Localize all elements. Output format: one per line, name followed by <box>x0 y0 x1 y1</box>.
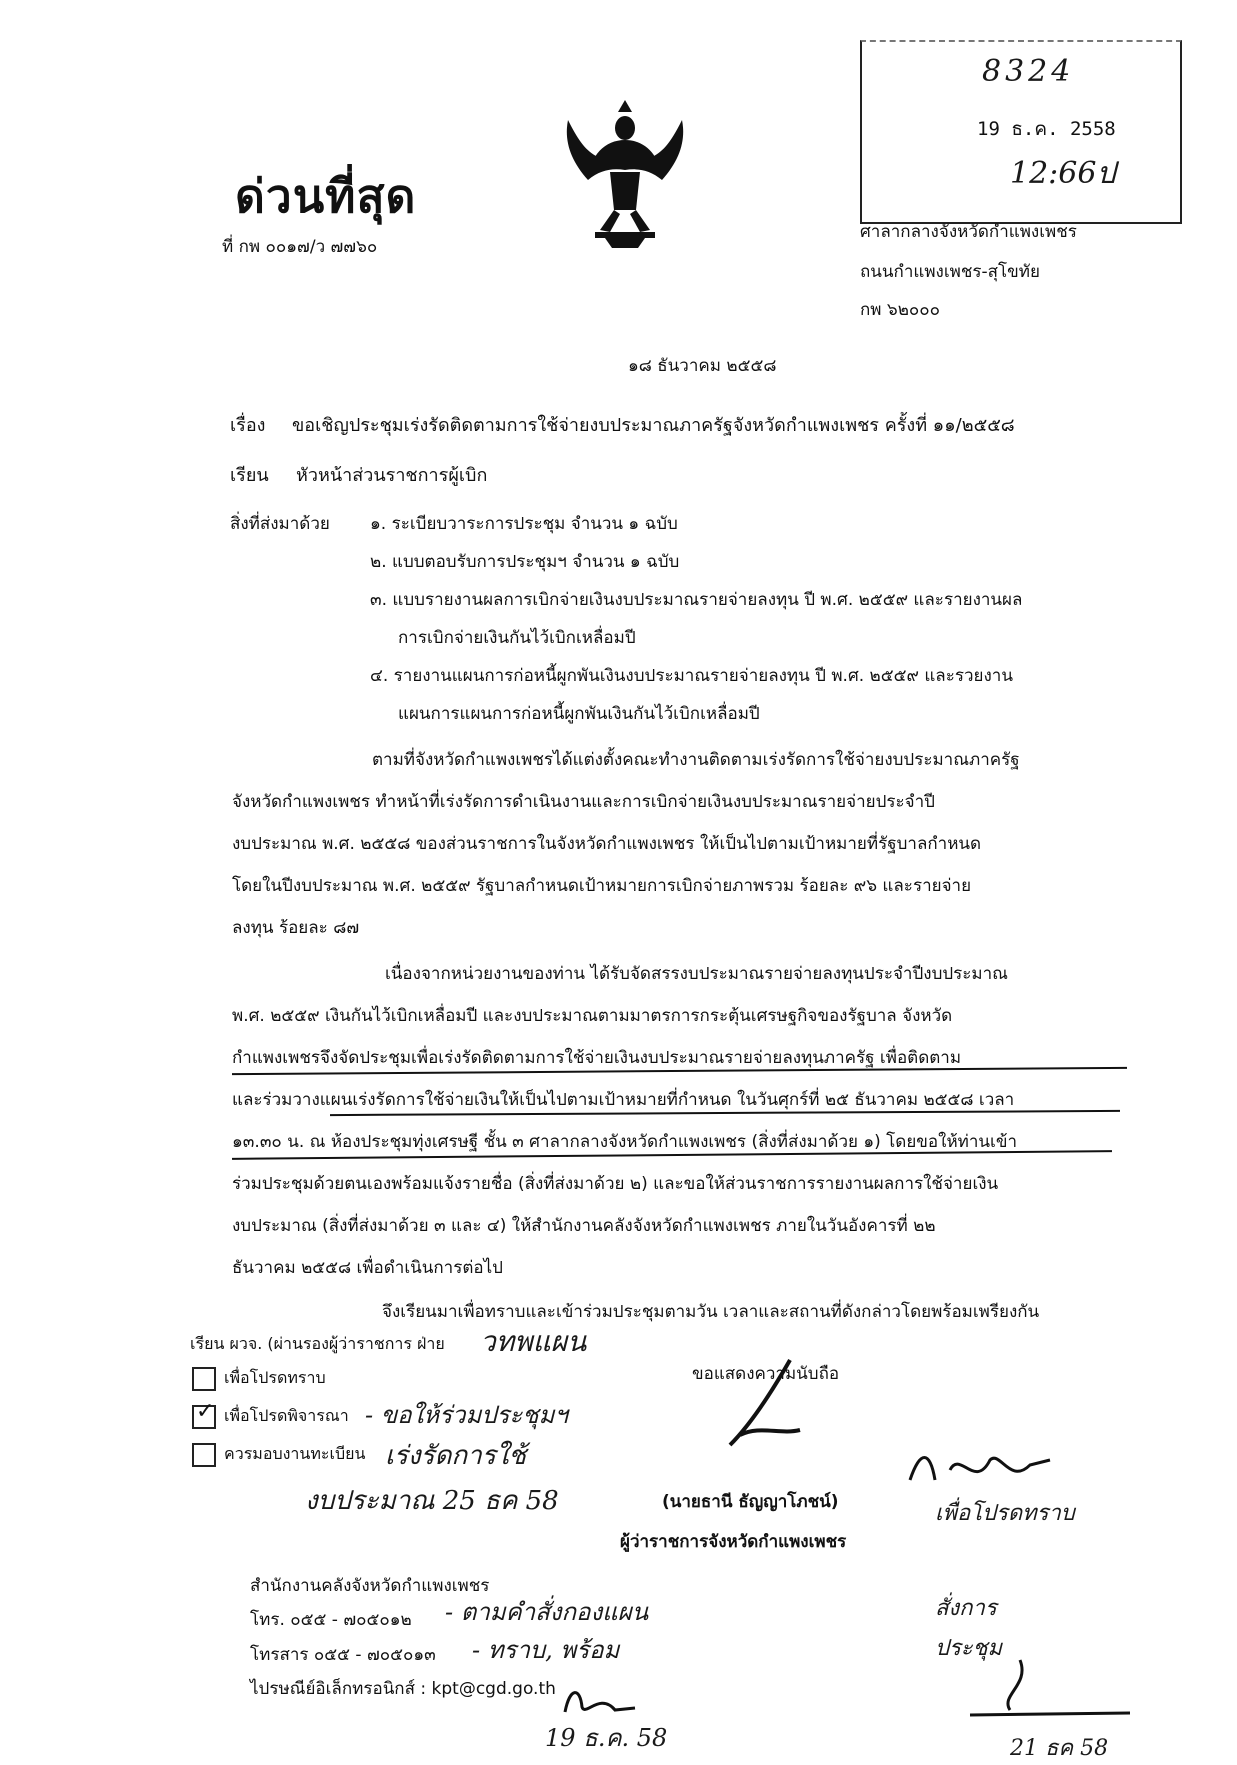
enclosure-item: ๔. รายงานแผนการก่อหนี้ผูกพันเงินงบประมาณรายจ่ายลงทุน ปี พ.ศ. ๒๕๕๙ และรวยงาน <box>370 666 1013 686</box>
para2-line: ร่วมประชุมด้วยตนเองพร้อมแจ้งรายชื่อ (สิ่งที่ส่งมาด้วย ๒) และขอให้ส่วนราชการรายงานผลการใช้จ่ายเงิน <box>232 1174 999 1194</box>
contact-office: สำนักงานคลังจังหวัดกำแพงเพชร <box>250 1576 490 1596</box>
signer-title: ผู้ว่าราชการจังหวัดกำแพงเพชร <box>620 1532 847 1552</box>
garuda-emblem <box>560 100 690 250</box>
letter-date: ๑๘ ธันวาคม ๒๕๕๘ <box>628 356 777 376</box>
urgency-heading: ด่วนที่สุด <box>235 169 417 223</box>
handwritten-right-note: ประชุม <box>935 1636 1003 1661</box>
enclosure-item: ๒. แบบตอบรับการประชุมฯ จำนวน ๑ ฉบับ <box>370 552 680 572</box>
routing-option-label: เพื่อโปรดพิจารณา <box>224 1406 349 1425</box>
handwritten-right-note: เพื่อโปรดทราบ <box>935 1501 1075 1526</box>
para2-line: เนื่องจากหน่วยงานของท่าน ได้รับจัดสรรงบประมาณรายจ่ายลงทุนประจำปีงบประมาณ <box>385 964 1008 984</box>
receipt-stamp <box>860 40 1182 224</box>
signer-name: (นายธานี ธัญญาโภชน์) <box>662 1492 839 1512</box>
handwritten-date: 19 ธ.ค. 58 <box>545 1724 668 1752</box>
handwritten-note: - ทราบ, พร้อม <box>472 1636 620 1664</box>
para2-line-underlined: กำแพงเพชรจึงจัดประชุมเพื่อเร่งรัดติดตามการใช้จ่ายเงินงบประมาณรายจ่ายลงทุนภาครัฐ เพื่อติดตาม <box>232 1048 962 1068</box>
routing-checkbox[interactable]: ✓ <box>192 1405 216 1429</box>
to-label: เรียน <box>230 465 269 486</box>
para2-line: งบประมาณ (สิ่งที่ส่งมาด้วย ๓ และ ๔) ให้สำนักงานคลังจังหวัดกำแพงเพชร ภายในวันอังคารที่ ๒๒ <box>232 1216 936 1236</box>
address-line-3: กพ ๖๒๐๐๐ <box>860 300 941 320</box>
enclosure-label: สิ่งที่ส่งมาด้วย <box>230 514 330 534</box>
para1-line: งบประมาณ พ.ศ. ๒๕๕๘ ของส่วนราชการในจังหวัดกำแพงเพชร ให้เป็นไปตามเป้าหมายที่รัฐบาลกำหนด <box>232 834 982 854</box>
subject-label: เรื่อง <box>230 415 266 436</box>
approval-signature-2 <box>960 1655 1140 1725</box>
routing-header: เรียน ผวจ. (ผ่านรองผู้ว่าราชการ ฝ่าย <box>190 1334 445 1353</box>
handwritten-note-top: วทพแผน <box>480 1325 587 1358</box>
para2-line-underlined: และร่วมวางแผนเร่งรัดการใช้จ่ายเงินให้เป็นไปตามเป้าหมายที่กำหนด ในวันศุกร์ที่ ๒๕ ธันวาคม ๒๕๕๘ เวลา <box>232 1090 1015 1110</box>
address-line-2: ถนนกำแพงเพชร-สุโขทัย <box>860 262 1040 282</box>
routing-option-label: เพื่อโปรดทราบ <box>224 1368 326 1387</box>
enclosure-item: ๓. แบบรายงานผลการเบิกจ่ายเงินงบประมาณรายจ่ายลงทุน ปี พ.ศ. ๒๕๕๙ และรายงานผล <box>370 590 1023 610</box>
address-line-1: ศาลากลางจังหวัดกำแพงเพชร <box>860 222 1077 242</box>
subject-text: ขอเชิญประชุมเร่งรัดติดตามการใช้จ่ายงบประมาณภาครัฐจังหวัดกำแพงเพชร ครั้งที่ ๑๑/๒๕๕๘ <box>292 415 1015 436</box>
para2-line: พ.ศ. ๒๕๕๙ เงินกันไว้เบิกเหลื่อมปี และงบประมาณตามมาตรการกระตุ้นเศรษฐกิจของรัฐบาล จังหวัด <box>232 1006 953 1026</box>
routing-option-label: ควรมอบงานทะเบียน <box>224 1444 366 1463</box>
to-text: หัวหน้าส่วนราชการผู้เบิก <box>296 465 488 486</box>
para2-line-underlined: ๑๓.๓๐ น. ณ ห้องประชุมทุ่งเศรษฐี ชั้น ๓ ศาลากลางจังหวัดกำแพงเพชร (สิ่งที่ส่งมาด้วย ๑) โดยขอให้ท่านเข้า <box>232 1132 1017 1152</box>
para1-line: ตามที่จังหวัดกำแพงเพชรได้แต่งตั้งคณะทำงานติดตามเร่งรัดการใช้จ่ายงบประมาณภาครัฐ <box>372 750 1020 770</box>
closing-salutation: ขอแสดงความนับถือ <box>692 1364 840 1384</box>
handwritten-note: เร่งรัดการใช้ <box>385 1441 527 1471</box>
handwritten-right-note: สั่งการ <box>935 1596 997 1621</box>
contact-email: ไปรษณีย์อิเล็กทรอนิกส์ : kpt@cgd.go.th <box>250 1679 556 1699</box>
handwritten-note: งบประมาณ 25 ธค 58 <box>305 1486 559 1516</box>
routing-option <box>192 1398 349 1429</box>
contact-fax: โทรสาร ๐๕๕ - ๗๐๕๐๑๓ <box>250 1645 436 1665</box>
receipt-time: 12:66ป <box>1010 156 1116 191</box>
approval-signature <box>900 1440 1060 1500</box>
enclosure-item: ๑. ระเบียบวาระการประชุม จำนวน ๑ ฉบับ <box>370 514 678 534</box>
reference-number: ที่ กพ ๐๐๑๗/ว ๗๗๖๐ <box>222 237 378 257</box>
para1-line: จังหวัดกำแพงเพชร ทำหน้าที่เร่งรัดการดำเนินงานและการเบิกจ่ายเงินงบประมาณรายจ่ายประจำปี <box>232 792 935 812</box>
routing-checkbox[interactable] <box>192 1443 216 1467</box>
initials-mark <box>560 1682 640 1722</box>
enclosure-item-cont: แผนการแผนการก่อหนี้ผูกพันเงินกันไว้เบิกเหลื่อมปี <box>398 704 760 724</box>
routing-option <box>192 1442 365 1467</box>
para2-line: ธันวาคม ๒๕๕๘ เพื่อดำเนินการต่อไป <box>232 1258 503 1278</box>
contact-tel: โทร. ๐๕๕ - ๗๐๕๐๑๒ <box>250 1610 412 1630</box>
para1-line: โดยในปีงบประมาณ พ.ศ. ๒๕๕๙ รัฐบาลกำหนดเป้าหมายการเบิกจ่ายภาพรวม ร้อยละ ๙๖ และรายจ่าย <box>232 876 972 896</box>
routing-checkbox[interactable] <box>192 1367 216 1391</box>
signature-mark <box>720 1355 810 1455</box>
receipt-number: 8324 <box>982 54 1075 89</box>
para3-line: จึงเรียนมาเพื่อทราบและเข้าร่วมประชุมตามวัน เวลาและสถานที่ดังกล่าวโดยพร้อมเพรียงกัน <box>382 1302 1040 1322</box>
receipt-date: 19 ธ.ค. 2558 <box>977 118 1116 140</box>
routing-option <box>192 1366 326 1391</box>
enclosure-item-cont: การเบิกจ่ายเงินกันไว้เบิกเหลื่อมปี <box>398 628 636 648</box>
handwritten-right-date: 21 ธค 58 <box>1010 1736 1109 1761</box>
handwritten-note: - ตามคำสั่งกองแผน <box>445 1598 649 1626</box>
handwritten-note: - ขอให้ร่วมประชุมฯ <box>365 1401 568 1429</box>
para1-line: ลงทุน ร้อยละ ๘๗ <box>232 918 360 938</box>
